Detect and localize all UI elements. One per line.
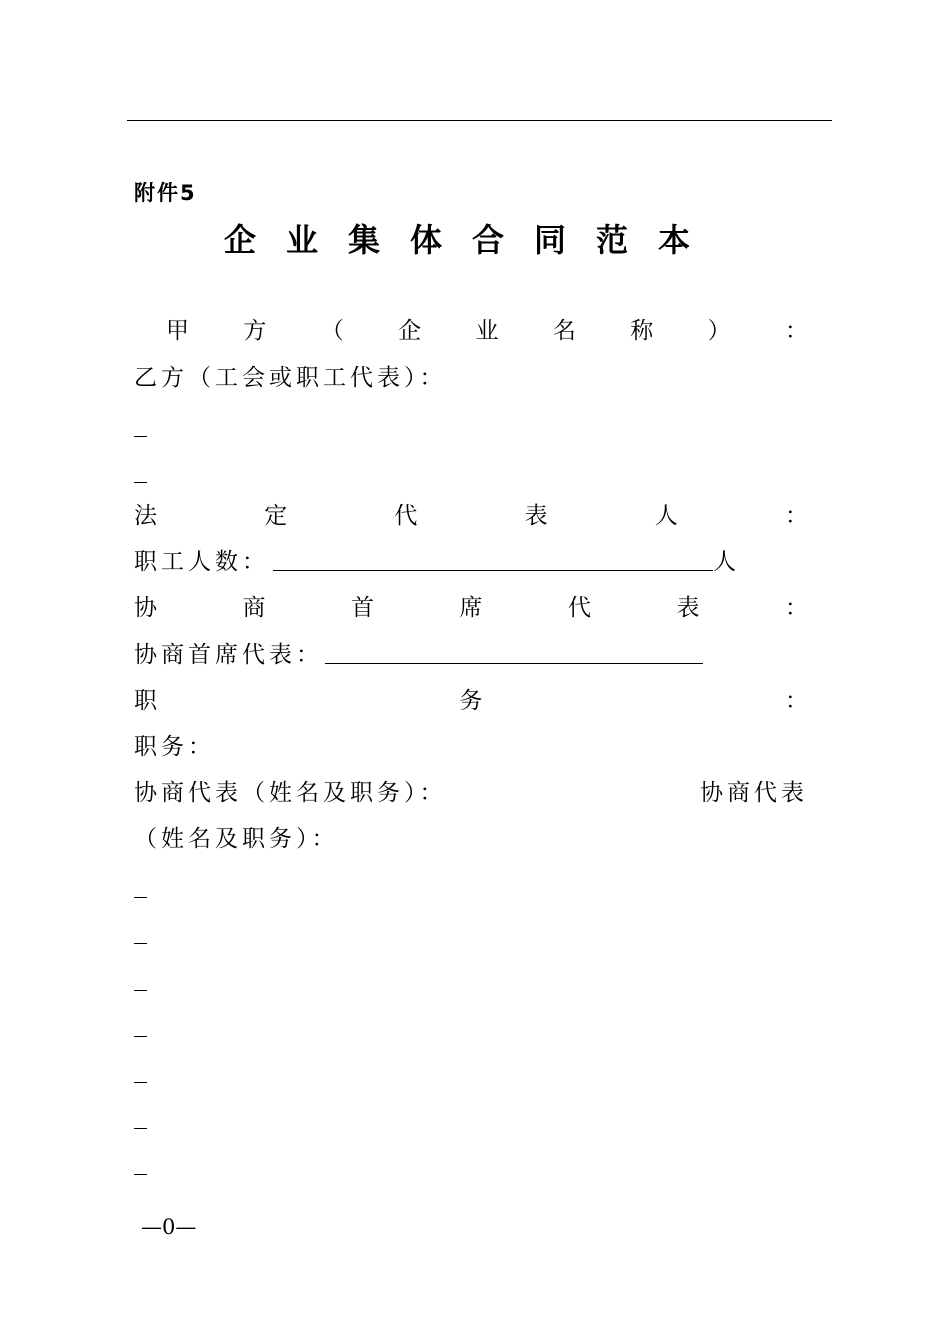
legal-representative-row — [134, 499, 808, 533]
legal-rep-char: 代 — [394, 503, 418, 529]
party-a-char: 业 — [475, 318, 499, 344]
blank-dash — [134, 436, 147, 437]
party-a-char: 企 — [398, 318, 422, 344]
party-a-char: 称 — [630, 318, 654, 344]
position-char: 务 — [459, 688, 483, 714]
negotiation-chief-field[interactable] — [325, 641, 703, 664]
document-title: 企业集体合同范本 — [224, 221, 721, 259]
legal-rep-char: 人 — [654, 503, 678, 529]
employee-count-line — [134, 545, 740, 579]
negotiation-chief-char: 表 — [676, 595, 700, 621]
party-b-line: 乙方（工会或职工代表）： — [134, 365, 447, 391]
negotiation-chief-char: 席 — [459, 595, 483, 621]
blank-dash — [134, 1174, 147, 1175]
negotiation-chief-char: 代 — [568, 595, 591, 621]
negotiator-left-label: 协商代表（姓名及职务）： — [134, 780, 447, 806]
blank-dash — [134, 943, 147, 944]
legal-rep-char: 表 — [524, 503, 548, 529]
party-a-char: 名 — [552, 318, 576, 344]
legal-rep-char: ： — [784, 503, 808, 529]
header-rule — [127, 120, 832, 121]
legal-rep-char: 法 — [134, 503, 157, 529]
negotiation-chief-char: 商 — [242, 595, 266, 621]
legal-rep-char: 定 — [264, 503, 288, 529]
negotiation-chief-row — [134, 591, 808, 625]
negotiation-chief-line — [134, 638, 703, 672]
negotiation-chief-char: 协 — [134, 595, 157, 621]
blank-dash — [134, 1128, 147, 1129]
negotiation-chief-char: 首 — [351, 595, 374, 621]
party-a-char: 方 — [243, 318, 267, 344]
blank-dash — [134, 990, 147, 991]
party-a-char: 甲 — [166, 318, 189, 344]
party-a-row — [166, 314, 808, 348]
negotiator-wrap-label: （姓名及职务）： — [134, 826, 339, 852]
position-row — [134, 684, 808, 718]
employee-count-field[interactable] — [273, 548, 713, 571]
blank-dash — [134, 897, 147, 898]
employee-count-label: 职工人数： — [134, 549, 269, 575]
blank-dash — [134, 1082, 147, 1083]
attachment-label: 附件5 — [134, 181, 197, 205]
position-line: 职务： — [134, 734, 215, 760]
position-char: ： — [785, 688, 808, 714]
negotiation-chief-label: 协商首席代表： — [134, 642, 323, 668]
employee-count-suffix: 人 — [713, 549, 740, 575]
party-a-char: ） — [707, 318, 731, 344]
negotiation-chief-char: ： — [785, 595, 808, 621]
party-a-char: （ — [320, 318, 344, 344]
blank-dash — [134, 1036, 147, 1037]
blank-dash — [134, 482, 147, 483]
position-char: 职 — [134, 688, 157, 714]
negotiator-right-label: 协商代表 — [700, 780, 808, 806]
party-a-char: ： — [785, 318, 808, 344]
page-number: —0— — [141, 1215, 197, 1239]
